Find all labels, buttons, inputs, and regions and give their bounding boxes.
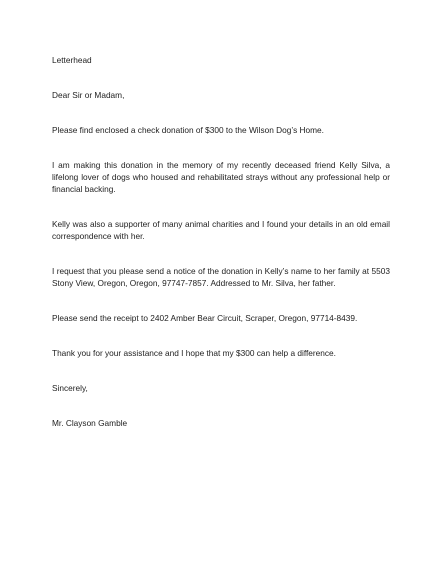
letter-body xyxy=(52,54,390,429)
paragraph-notice-request: I request that you please send a notice of the donation in Kelly’s name to her family at 5503 Stony View, Oregon, Oregon, 97747-7857. Addressed to Mr. Silva, her father. xyxy=(52,266,390,288)
closing: Sincerely, xyxy=(52,383,88,393)
paragraph-receipt: Please send the receipt to 2402 Amber Bear Circuit, Scraper, Oregon, 97714-8439. xyxy=(52,313,358,323)
paragraph-thanks: Thank you for your assistance and I hope that my $300 can help a difference. xyxy=(52,348,336,358)
letterhead: Letterhead xyxy=(52,55,92,65)
paragraph-supporter: Kelly was also a supporter of many animal charities and I found your details in an old email correspondence with her. xyxy=(52,219,390,241)
salutation: Dear Sir or Madam, xyxy=(52,90,125,100)
paragraph-memory: I am making this donation in the memory of my recently deceased friend Kelly Silva, a lifelong lover of dogs who housed and rehabilitated strays without any professional help or financial backing. xyxy=(52,160,390,194)
signature: Mr. Clayson Gamble xyxy=(52,418,128,428)
paragraph-donation: Please find enclosed a check donation of $300 to the Wilson Dog’s Home. xyxy=(52,125,324,135)
